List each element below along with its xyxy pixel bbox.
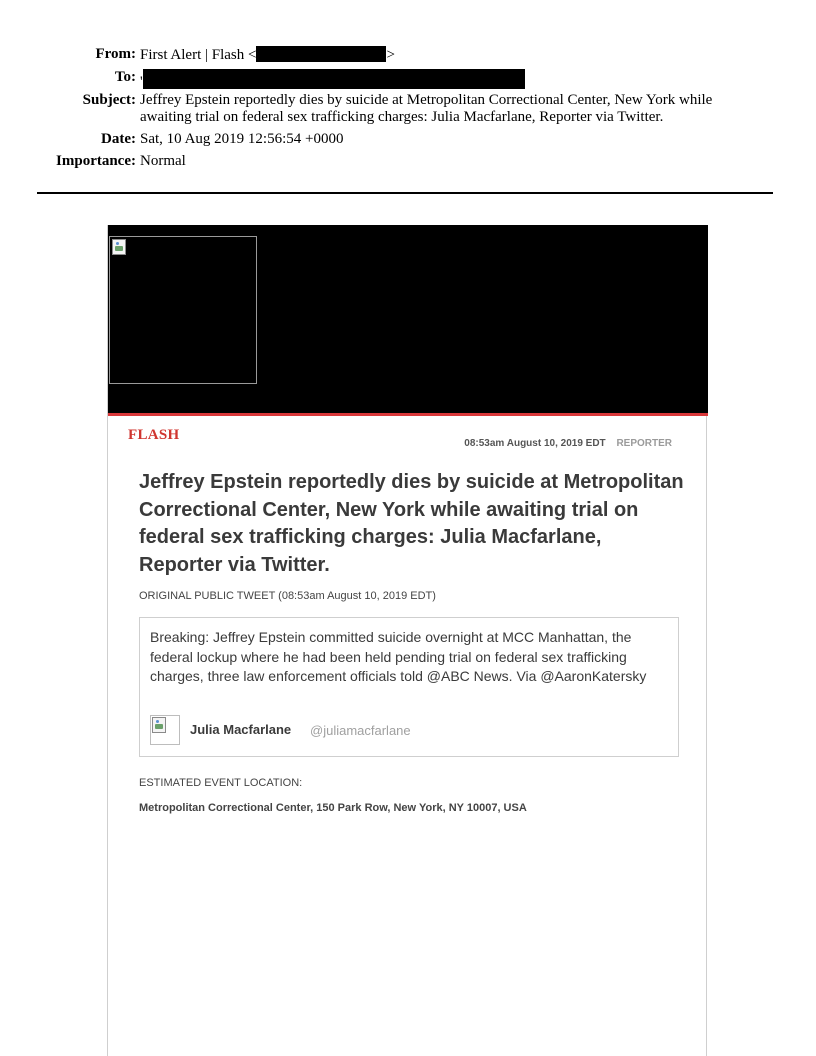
importance-value: Normal	[140, 153, 186, 169]
subject-value: Jeffrey Epstein reportedly dies by suicide at Metropolitan Correctional Center, New York while awaiting trial on federal sex trafficking charges: Julia Macfarlane, Reporter via Twitter.	[140, 92, 713, 125]
alert-source-type: REPORTER	[616, 438, 672, 449]
to-label: To:	[114, 69, 136, 85]
alert-banner	[108, 225, 708, 414]
header-divider	[37, 192, 773, 194]
accent-bar	[108, 413, 708, 416]
alert-card	[107, 225, 707, 1056]
from-value: First Alert | Flash <	[140, 47, 257, 63]
tweet-text: Breaking: Jeffrey Epstein committed suicide overnight at MCC Manhattan, the federal lockup where he had been held pending trial on federal sex trafficking charges, three law enforcement officials told @ABC News. Via @AaronKatersky	[150, 629, 647, 684]
alert-meta	[464, 438, 672, 449]
redaction-block	[256, 46, 386, 62]
original-tweet-label: ORIGINAL PUBLIC TWEET (08:53am August 10, 2019 EDT)	[139, 590, 436, 602]
location-label: ESTIMATED EVENT LOCATION:	[139, 777, 303, 789]
from-suffix: >	[386, 47, 395, 63]
importance-label: Importance:	[56, 153, 136, 169]
from-label: From:	[95, 46, 136, 62]
avatar[interactable]	[150, 715, 180, 745]
logo-image	[109, 236, 257, 384]
tweet-author-handle[interactable]: @juliamacfarlane	[310, 723, 411, 738]
alert-timestamp: 08:53am August 10, 2019 EDT	[464, 438, 606, 449]
tweet-author-name[interactable]: Julia Macfarlane	[190, 722, 292, 737]
alert-category: FLASH	[128, 427, 180, 443]
tweet-card[interactable]	[139, 617, 679, 757]
redaction-block	[143, 69, 525, 89]
broken-image-icon	[152, 717, 166, 733]
broken-image-icon	[112, 239, 126, 255]
date-label: Date:	[101, 131, 136, 147]
alert-headline: Jeffrey Epstein reportedly dies by suicide at Metropolitan Correctional Center, New York while awaiting trial on federal sex trafficking charges: Julia Macfarlane, Reporter via Twitter.	[139, 471, 684, 576]
date-value: Sat, 10 Aug 2019 12:56:54 +0000	[140, 131, 344, 147]
subject-label: Subject:	[82, 92, 136, 108]
from-value-wrap	[140, 46, 770, 64]
location-value: Metropolitan Correctional Center, 150 Park Row, New York, NY 10007, USA	[139, 802, 527, 814]
to-value: '	[140, 74, 143, 90]
to-value-wrap	[140, 69, 770, 91]
